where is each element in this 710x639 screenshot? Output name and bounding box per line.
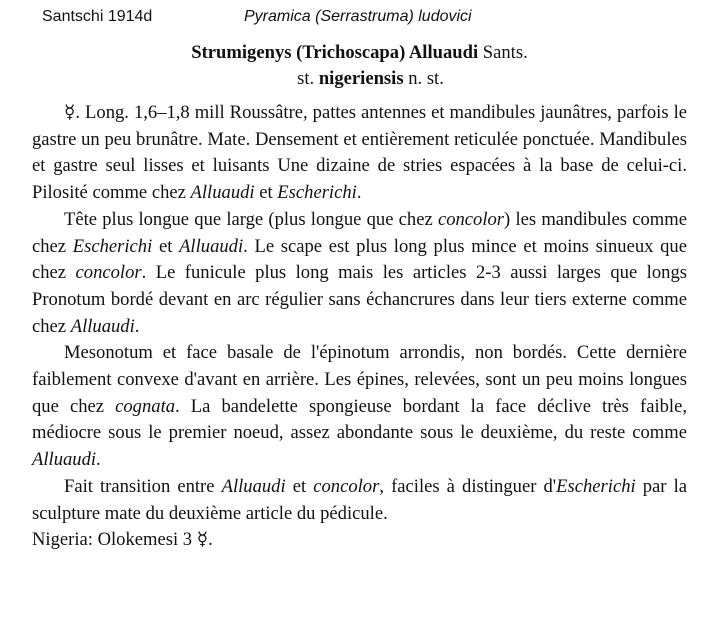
taxon-ref: concolor	[75, 262, 142, 284]
subspecies-prefix: st.	[297, 68, 315, 89]
current-name-label: Pyramica (Serrastruma) ludovici	[244, 8, 472, 25]
paragraph-description	[32, 100, 687, 207]
taxon-author: Sants.	[482, 42, 528, 63]
subspecies-name: nigeriensis	[318, 68, 404, 89]
taxon-ref: cognata	[115, 395, 176, 417]
text-run: . Le scape est plus long plus mince et moins sinueux que chez	[32, 235, 687, 284]
locality-line: Nigeria: Olokemesi 3 ☿.	[32, 529, 213, 551]
paragraph-head	[32, 207, 687, 341]
text-run: par la sculpture mate du deuxième article du pédicule.	[32, 475, 687, 524]
paragraph-comparison	[32, 474, 687, 527]
text-run: ☿. Long. 1,6–1,8 mill Roussâtre, pattes antennes et mandibules jaunâtres, parfois le gastre un peu brunâtre. Mate. Densement et entièrement reticulée ponctuée. Mandibules et gastre seul lisses et luisants Une dizaine de stries espacées à la base de celui-ci. Pilosité comme chez	[32, 102, 687, 204]
text-run: . La bandelette spongieuse bordant la face déclive très faible, médiocre sous le premier noeud, assez abondante sous le deuxième, du reste comme	[32, 395, 687, 444]
taxon-title	[32, 40, 687, 66]
text-run: , faciles à distinguer d'	[379, 475, 557, 497]
text-run: ) les mandibules comme chez	[32, 208, 687, 257]
citation-label: Santschi 1914d	[42, 8, 153, 25]
taxon-ref: Alluaudi	[179, 235, 244, 257]
text-run: . Le funicule plus long mais les articles 2-3 aussi larges que longs Pronotum bordé devant en arc régulier sans échancrures dans leur tiers externe comme chez	[32, 262, 687, 337]
text-run: .	[96, 449, 101, 471]
text-run: et	[152, 235, 180, 257]
taxon-ref: Escherichi	[72, 235, 153, 257]
subspecies-suffix: n. st.	[408, 68, 444, 89]
text-run: Mesonotum et face basale de l'épinotum arrondis, non bordés. Cette dernière faiblement convexe d'avant en arrière. Les épines, relevées, sont un peu moins longues que chez	[32, 342, 687, 417]
taxon-ref: Alluaudi	[221, 475, 286, 497]
taxon-name: Strumigenys (Trichoscapa) Alluaudi	[191, 42, 479, 63]
taxon-ref: concolor	[437, 208, 505, 230]
text-run: et	[254, 182, 278, 204]
subspecies-title	[32, 66, 687, 92]
paragraph-thorax	[32, 340, 687, 474]
taxon-ref: Alluaudi	[32, 449, 97, 471]
taxon-ref: Escherichi	[556, 475, 636, 497]
text-run: Fait transition entre	[64, 475, 222, 497]
taxon-ref: concolor	[313, 475, 380, 497]
text-run: .	[356, 182, 362, 204]
text-run: et	[285, 475, 314, 497]
taxon-ref: Alluaudi	[190, 182, 255, 204]
article-body	[32, 40, 687, 554]
text-run: Tête plus longue que large (plus longue que chez	[64, 208, 438, 230]
taxon-ref: Escherichi	[277, 182, 357, 204]
taxon-ref: Alluaudi	[70, 315, 135, 337]
text-run: .	[134, 315, 140, 337]
